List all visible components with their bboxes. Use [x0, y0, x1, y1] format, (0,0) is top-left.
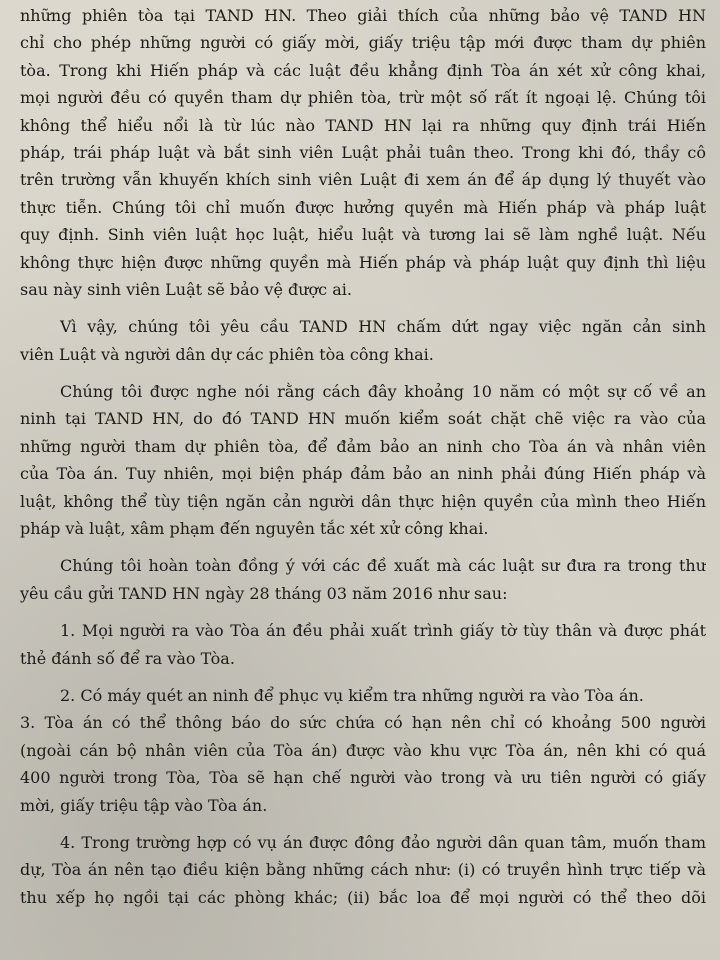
list-item-first-line: 2. Có máy quét an ninh để phục vụ kiểm tra những người ra vào Tòa án. [60, 685, 644, 705]
text-line: thu xếp họ ngồi tại các phòng khác; (ii) bắc loa để mọi người có thể theo dõi [20, 887, 706, 907]
text-line: chỉ cho phép những người có giấy mời, giấy triệu tập mới được tham dự phiên [20, 33, 706, 53]
paragraph-gap [16, 672, 706, 682]
text-line: những người tham dự phiên tòa, để đảm bảo an ninh cho Tòa án và nhân viên [20, 436, 706, 456]
paragraph-gap [16, 819, 706, 829]
paragraph-first-line: Chúng tôi hoàn toàn đồng ý với các đề xuất mà các luật sư đưa ra trong thư [60, 556, 706, 576]
document-body [16, 2, 706, 911]
text-line: pháp, trái pháp luật và bắt sinh viên Luật phải tuân theo. Trong khi đó, thầy cô [20, 142, 706, 162]
text-line: thẻ đánh số để ra vào Tòa. [20, 648, 235, 668]
list-item-first-line: 4. Trong trường hợp có vụ án được đông đảo người dân quan tâm, muốn tham [60, 832, 706, 852]
text-line: không thực hiện được những quyền mà Hiến pháp và pháp luật quy định thì liệu [20, 252, 706, 272]
text-line: viên Luật và người dân dự các phiên tòa công khai. [20, 344, 434, 364]
text-line: (ngoài cán bộ nhân viên của Tòa án) được vào khu vực Tòa án, nên khi có quá [20, 740, 706, 760]
paragraph-first-line: Vì vậy, chúng tôi yêu cầu TAND HN chấm dứt ngay việc ngăn cản sinh [60, 317, 706, 337]
text-line: sau này sinh viên Luật sẽ bảo vệ được ai. [20, 279, 352, 299]
text-line: ninh tại TAND HN, do đó TAND HN muốn kiểm soát chặt chẽ việc ra vào của [20, 409, 706, 429]
text-line: tòa. Trong khi Hiến pháp và các luật đều khẳng định Tòa án xét xử công khai, [20, 60, 706, 80]
paragraph-first-line: Chúng tôi được nghe nói rằng cách đây khoảng 10 năm có một sự cố về an [60, 382, 706, 402]
text-line: thực tiễn. Chúng tôi chỉ muốn được hưởng quyền mà Hiến pháp và pháp luật [20, 197, 706, 217]
text-line: yêu cầu gửi TAND HN ngày 28 tháng 03 năm 2016 như sau: [20, 583, 508, 603]
text-line: trên trường vẫn khuyến khích sinh viên Luật đi xem án để áp dụng lý thuyết vào [20, 170, 706, 190]
text-line: luật, không thể tùy tiện ngăn cản người dân thực hiện quyền của mình theo Hiến [20, 491, 706, 511]
text-line: mọi người đều có quyền tham dự phiên tòa, trừ một số rất ít ngoại lệ. Chúng tôi [20, 88, 706, 108]
paragraph-gap [16, 542, 706, 552]
paragraph-gap [16, 303, 706, 313]
text-line: pháp và luật, xâm phạm đến nguyên tắc xét xử công khai. [20, 519, 489, 539]
text-line: của Tòa án. Tuy nhiên, mọi biện pháp đảm bảo an ninh phải đúng Hiến pháp và [20, 464, 706, 484]
text-line: 400 người trong Tòa, Tòa sẽ hạn chế người vào trong và ưu tiên người có giấy [20, 768, 706, 788]
text-line: dự, Tòa án nên tạo điều kiện bằng những cách như: (i) có truyền hình trực tiếp và [20, 860, 706, 880]
text-line: những phiên tòa tại TAND HN. Theo giải thích của những bảo vệ TAND HN [20, 6, 706, 25]
list-item-first-line: 1. Mọi người ra vào Tòa án đều phải xuất trình giấy tờ tùy thân và được phát [60, 621, 706, 641]
text-line: mời, giấy triệu tập vào Tòa án. [20, 795, 268, 815]
text-line: không thể hiểu nổi là từ lúc nào TAND HN lại ra những quy định trái Hiến [20, 115, 706, 135]
paragraph-gap [16, 368, 706, 378]
list-item-first-line: 3. Tòa án có thể thông báo do sức chứa có hạn nên chỉ có khoảng 500 người [20, 713, 706, 733]
text-line: quy định. Sinh viên luật học luật, hiểu luật và tương lai sẽ làm nghề luật. Nếu [20, 225, 706, 245]
paragraph-gap [16, 607, 706, 617]
